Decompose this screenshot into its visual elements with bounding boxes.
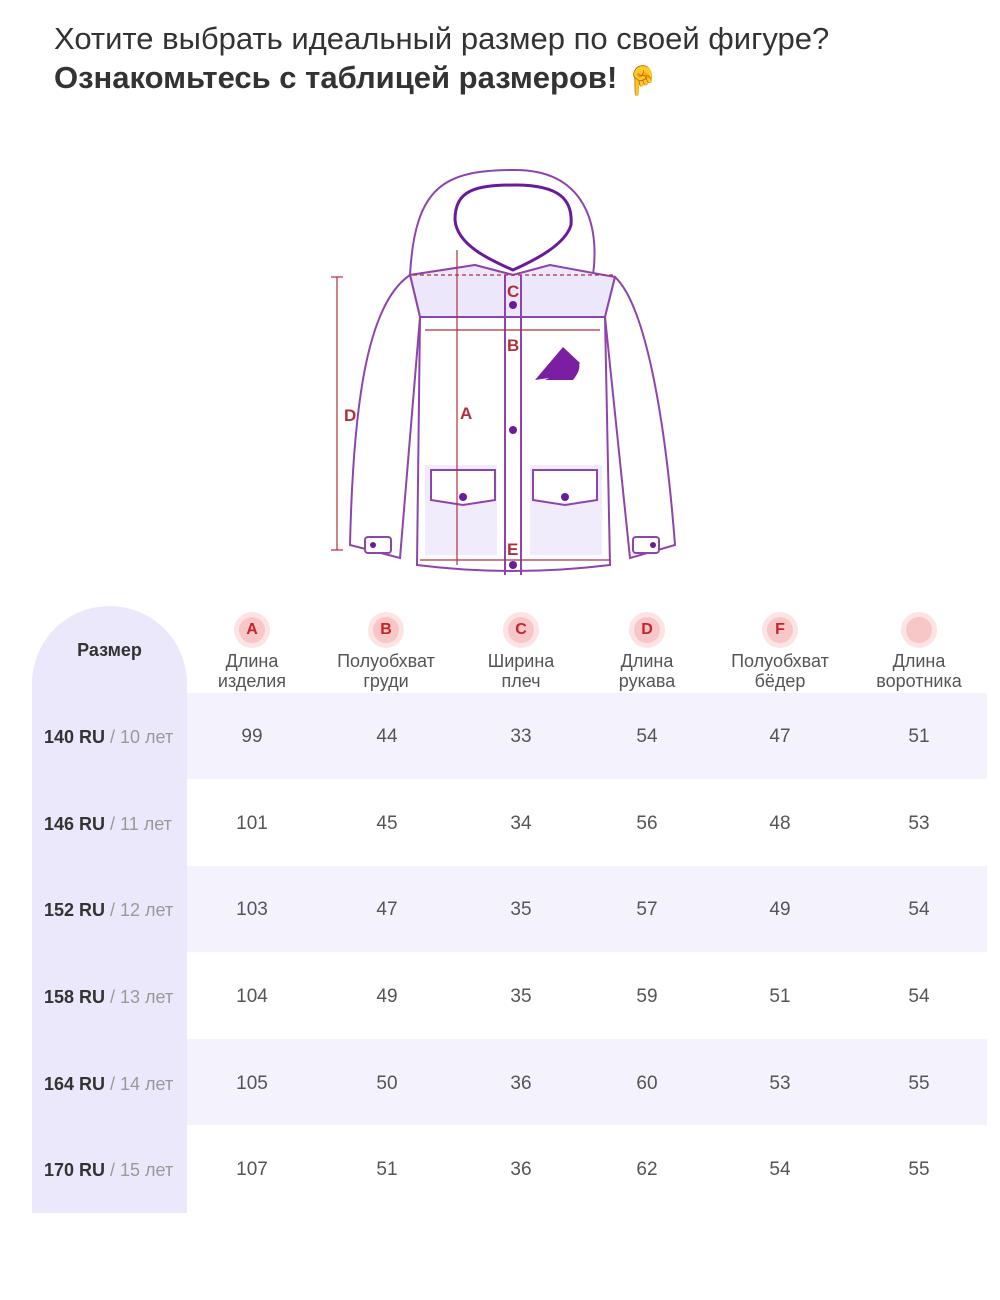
value-cell: 35 (510, 899, 532, 920)
value-cell: 54 (908, 986, 930, 1007)
value-cell: 107 (236, 1159, 268, 1180)
value-cell: 47 (376, 899, 398, 920)
value-cell: 44 (376, 726, 398, 747)
value-cell: 36 (510, 1159, 532, 1180)
table-row (32, 1041, 987, 1127)
value-cell: 60 (636, 1073, 658, 1094)
value-cell: 54 (769, 1159, 791, 1180)
value-cell: 105 (236, 1073, 268, 1094)
value-cell: 101 (236, 813, 268, 834)
value-cell: 55 (908, 1073, 930, 1094)
value-cell: 53 (908, 813, 930, 834)
table-row (32, 781, 987, 867)
size-cell: 146 RU / 11 лет (44, 814, 172, 834)
headline-cta (54, 58, 984, 100)
value-cell: 50 (376, 1073, 398, 1094)
table-row (32, 954, 987, 1040)
table-row (32, 694, 987, 780)
badge-icon: B (368, 612, 404, 648)
value-cell: 99 (241, 726, 263, 747)
size-cell: 170 RU / 15 лет (44, 1160, 174, 1180)
pointing-down-hand-icon: ☝ (625, 64, 661, 96)
value-cell: 54 (636, 726, 658, 747)
label-d: D (344, 406, 357, 425)
value-cell: 62 (636, 1159, 658, 1180)
badge-icon: C (503, 612, 539, 648)
right-sleeve (605, 277, 675, 558)
value-cell: 51 (376, 1159, 398, 1180)
value-cell: 51 (769, 986, 791, 1007)
value-cell: 36 (510, 1073, 532, 1094)
column-header-c: C Ширина плеч (446, 612, 596, 691)
value-cell: 33 (510, 726, 532, 747)
value-cell: 47 (769, 726, 791, 747)
table-row (32, 867, 987, 953)
column-header-collar: Длина воротника (844, 612, 994, 691)
badge-icon: A (234, 612, 270, 648)
value-cell: 56 (636, 813, 658, 834)
value-cell: 59 (636, 986, 658, 1007)
value-cell: 49 (376, 986, 398, 1007)
column-header-d: D Длина рукава (572, 612, 722, 691)
value-cell: 45 (376, 813, 398, 834)
value-cell: 51 (908, 726, 930, 747)
headline (54, 20, 984, 100)
size-cell: 164 RU / 14 лет (44, 1074, 174, 1094)
label-e: E (507, 540, 519, 559)
headline-question: Хотите выбрать идеальный размер по своей фигуре? (54, 21, 830, 56)
value-cell: 34 (510, 813, 532, 834)
left-sleeve (350, 275, 420, 558)
size-cell: 152 RU / 12 лет (44, 900, 174, 920)
column-header-b: B Полуобхват груди (311, 612, 461, 691)
value-cell: 104 (236, 986, 268, 1007)
badge-icon: D (629, 612, 665, 648)
table-row (32, 1127, 987, 1213)
value-cell: 57 (636, 899, 658, 920)
label-c: C (507, 282, 520, 301)
headline-cta-text: Ознакомьтесь с таблицей размеров! (54, 60, 618, 95)
value-cell: 48 (769, 813, 791, 834)
badge-icon (901, 612, 937, 648)
size-cell: 140 RU / 10 лет (44, 727, 174, 747)
value-cell: 49 (769, 899, 791, 920)
value-cell: 103 (236, 899, 268, 920)
jacket-diagram (325, 165, 685, 585)
value-cell: 54 (908, 899, 930, 920)
label-a: A (460, 404, 473, 423)
size-column-header: Размер (77, 640, 142, 660)
column-header-a: A Длина изделия (177, 612, 327, 691)
badge-icon: F (762, 612, 798, 648)
column-header-f: F Полуобхват бёдер (705, 612, 855, 691)
value-cell: 53 (769, 1073, 791, 1094)
value-cell: 35 (510, 986, 532, 1007)
label-b: B (507, 336, 520, 355)
value-cell: 55 (908, 1159, 930, 1180)
size-cell: 158 RU / 13 лет (44, 987, 174, 1007)
